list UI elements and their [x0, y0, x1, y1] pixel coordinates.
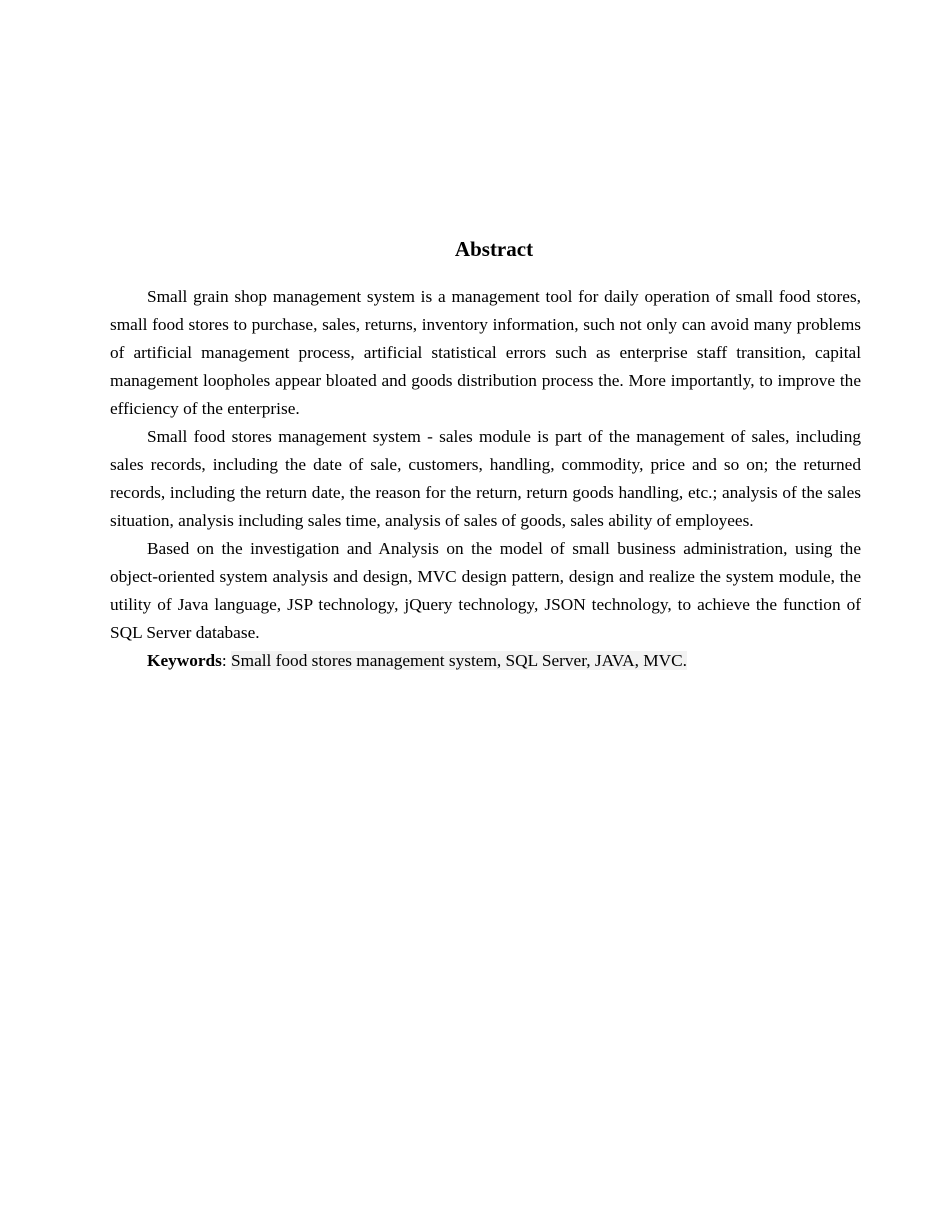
keywords-label: Keywords — [147, 651, 222, 670]
abstract-paragraph-1: Small grain shop management system is a management tool for daily operation of small food stores, small food stores to purchase, sales, returns, inventory information, such not only can avoid many problems of artificial management process, artificial statistical errors such as enterprise staff transition, capital management loopholes appear bloated and goods distribution process the. More importantly, to improve the efficiency of the enterprise. — [110, 287, 861, 418]
abstract-paragraph-2: Small food stores management system - sales module is part of the management of sales, including sales records, including the date of sale, customers, handling, commodity, price and so on; the returned records, including the return date, the reason for the return, return goods handling, etc.; analysis of the sales situation, analysis including sales time, analysis of sales of goods, sales ability of employees. — [110, 427, 861, 530]
keywords-line — [110, 647, 861, 675]
keywords-value: Small food stores management system, SQL Server, JAVA, MVC. — [231, 651, 687, 670]
abstract-title: Abstract — [454, 237, 534, 261]
abstract-body — [110, 283, 861, 675]
keywords-separator: : — [221, 651, 232, 670]
abstract-paragraph-3: Based on the investigation and Analysis on the model of small business administration, using the object-oriented system analysis and design, MVC design pattern, design and realize the system module, the utility of Java language, JSP technology, jQuery technology, JSON technology, to achieve the function of SQL Server database. — [110, 539, 861, 642]
